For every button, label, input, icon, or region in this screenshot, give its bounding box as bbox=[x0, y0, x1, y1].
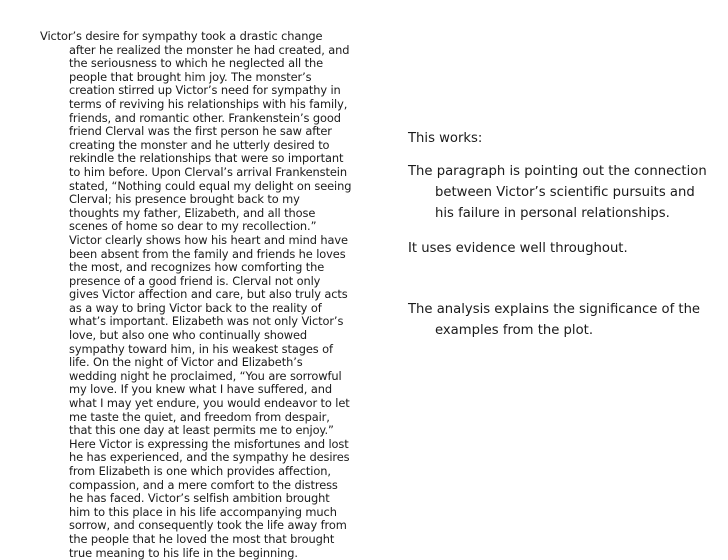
essay-paragraph: Victor’s desire for sympathy took a drastic change after he realized the monster he had created, and the seriousness to which he neglected all the people that brought him joy. The monster’s creation stirred up Victor’s need for sympathy in terms of reviving his relationships with his family, friends, and romantic other. Frankenstein’s good friend Clerval was the first person he saw after creating the monster and he utterly desired to rekindle the relationships that were so important to him before. Upon Clerval’s arrival Frankenstein stated, “Nothing could equal my delight on seeing Clerval; his presence brought back to my thoughts my father, Elizabeth, and all those scenes of home so dear to my recollection.” Victor clearly shows how his heart and mind have been absent from the family and friends he loves the most, and recognizes how comforting the presence of a good friend is. Clerval not only gives Victor affection and care, but also truly acts as a way to bring Victor back to the reality of what’s important. Elizabeth was not only Victor’s love, but also one who continually showed sympathy toward him, in his weakest stages of life. On the night of Victor and Elizabeth’s wedding night he proclaimed, “You are sorrowful my love. If you knew what I have suffered, and what I may yet endure, you would endeavor to let me taste the quiet, and freedom from despair, that this one day at least permits me to enjoy.” Here Victor is expressing the misfortunes and lost he has experienced, and the sympathy he desires from Elizabeth is one which provides affection, compassion, and a mere comfort to the distress he has faced. Victor’s selfish ambition brought him to this place in his life accompanying much sorrow, and consequently took the life away from the people that he loved the most that brought true meaning to his life in the beginning. bbox=[40, 29, 352, 560]
essay-column bbox=[40, 30, 352, 560]
feedback-item-connection: The paragraph is pointing out the connection between Victor’s scientific pursuits and his failure in personal relationships. bbox=[408, 164, 707, 221]
feedback-item-evidence: It uses evidence well throughout. bbox=[408, 241, 628, 256]
feedback-column bbox=[408, 128, 708, 341]
feedback-heading: This works: bbox=[408, 131, 483, 146]
feedback-item-analysis: The analysis explains the significance of the examples from the plot. bbox=[408, 302, 701, 338]
